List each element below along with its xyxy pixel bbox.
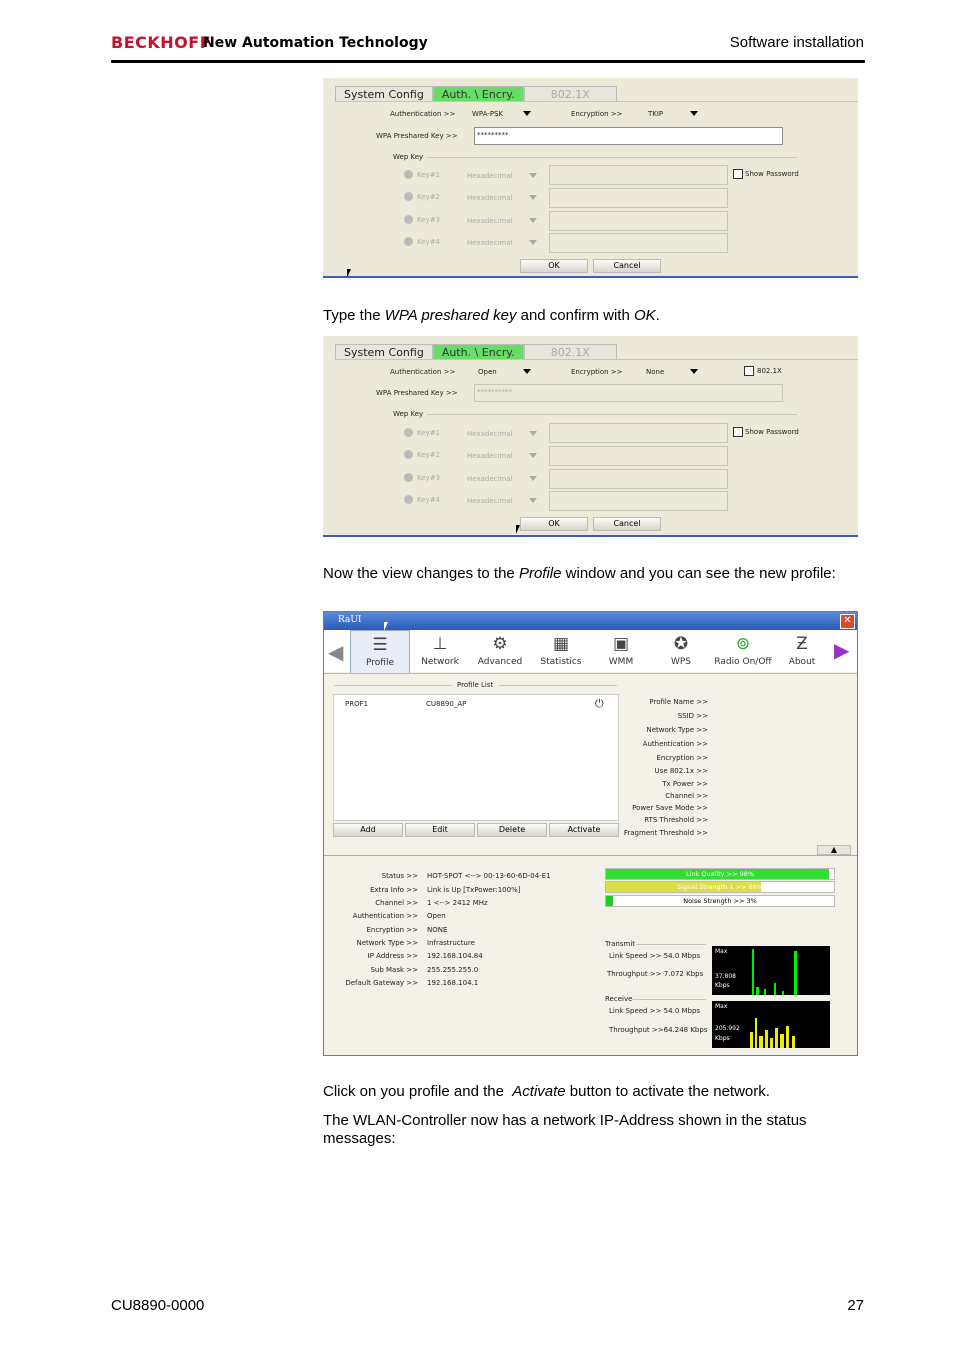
extra-info-value: Link is Up [TxPower:100%] <box>427 886 521 894</box>
transmit-spike <box>764 989 766 995</box>
enc-dropdown-icon[interactable] <box>690 369 698 374</box>
key2-dropdown-icon[interactable] <box>529 453 537 458</box>
mouse-cursor-icon <box>516 525 520 534</box>
key4-label: Key#4 <box>417 496 441 504</box>
receive-throughput: Throughput >>64.248 Kbps <box>609 1026 708 1034</box>
enc-value[interactable]: TKIP <box>648 110 664 118</box>
brand-logo: BECKHOFF <box>111 33 212 52</box>
key1-dropdown-icon[interactable] <box>529 173 537 178</box>
profile-list-label: Profile List <box>457 681 494 689</box>
key1-radio[interactable] <box>404 170 413 179</box>
key3-format[interactable]: Hexadecimal <box>467 475 513 483</box>
8021x-checkbox[interactable] <box>744 366 754 376</box>
window-title: RaUI <box>338 615 362 625</box>
tab-system-config[interactable]: System Config <box>335 344 433 359</box>
wps-icon: ✪ <box>673 634 689 654</box>
ip-address-label: IP Address >> <box>367 952 418 960</box>
signal-strength-bar <box>605 881 835 893</box>
section-divider <box>324 855 857 856</box>
transmit-spike <box>756 987 759 995</box>
tab-system-config[interactable]: System Config <box>335 86 433 101</box>
key4-dropdown-icon[interactable] <box>529 498 537 503</box>
close-icon[interactable]: ✕ <box>840 614 855 629</box>
tool-label: Advanced <box>477 657 523 667</box>
show-password-checkbox[interactable] <box>733 169 743 179</box>
tab-8021x[interactable]: 802.1X <box>524 86 617 101</box>
network-type-value: Infrastructure <box>427 939 475 947</box>
noise-strength-bar <box>605 895 835 907</box>
key1-input[interactable] <box>549 423 728 443</box>
status-label: Status >> <box>381 872 418 880</box>
receive-label: Receive <box>605 995 633 1003</box>
header-rule <box>111 60 865 63</box>
transmit-spike <box>794 951 797 995</box>
show-password-checkbox[interactable] <box>733 427 743 437</box>
key4-format[interactable]: Hexadecimal <box>467 497 513 505</box>
gears-icon: ⚙ <box>492 634 508 654</box>
tool-wmm[interactable] <box>591 630 651 672</box>
enc-dropdown-icon[interactable] <box>690 111 698 116</box>
psk-input[interactable] <box>474 384 783 402</box>
wmm-icon: ▣ <box>612 634 630 654</box>
transmit-unit-label: Kbps <box>715 982 730 989</box>
auth-value[interactable]: Open <box>478 368 497 376</box>
section-title: Software installation <box>729 34 864 51</box>
key3-format[interactable]: Hexadecimal <box>467 217 513 225</box>
key2-input[interactable] <box>549 188 728 208</box>
show-password-label: Show Password <box>745 428 799 436</box>
signal-strength-text: Signal Strength 1 >> 68% <box>677 883 763 891</box>
key3-input[interactable] <box>549 211 728 231</box>
transmit-throughput: Throughput >> 7.072 Kbps <box>607 970 704 978</box>
enc-label: Encryption >> <box>571 368 623 376</box>
enc-label: Encryption >> <box>571 110 623 118</box>
detail-authentication: Authentication >> <box>642 740 708 748</box>
forward-arrow-icon[interactable]: ▶ <box>834 638 850 662</box>
receive-spike <box>780 1034 784 1048</box>
activate-button[interactable]: Activate <box>549 823 619 837</box>
auth-encry-dialog-wpa <box>323 78 858 278</box>
key2-input[interactable] <box>549 446 728 466</box>
receive-spike <box>755 1018 757 1048</box>
key1-label: Key#1 <box>417 171 441 179</box>
tab-auth-encry[interactable]: Auth. \ Encry. <box>433 344 524 359</box>
auth-label: Authentication >> <box>390 368 456 376</box>
tool-profile[interactable] <box>350 630 410 674</box>
key3-dropdown-icon[interactable] <box>529 476 537 481</box>
tool-label: About <box>788 657 816 667</box>
window-bottom-border <box>323 535 858 537</box>
profile-list-rule-left <box>334 685 452 686</box>
psk-label: WPA Preshared Key >> <box>376 132 458 140</box>
wep-key-label: Wep Key <box>393 410 424 418</box>
receive-spike <box>770 1038 773 1048</box>
link-quality-text: Link Quality >> 98% <box>685 870 755 878</box>
psk-label: WPA Preshared Key >> <box>376 389 458 397</box>
tab-8021x[interactable]: 802.1X <box>524 344 617 359</box>
delete-button[interactable]: Delete <box>477 823 547 837</box>
key2-label: Key#2 <box>417 193 441 201</box>
about-icon: Ƶ <box>796 634 808 654</box>
profile-name-cell[interactable]: PROF1 <box>345 700 369 708</box>
auth-dropdown-icon[interactable] <box>523 111 531 116</box>
profile-list[interactable] <box>333 694 619 821</box>
sub-mask-label: Sub Mask >> <box>370 966 418 974</box>
receive-rule <box>632 999 706 1000</box>
mouse-cursor-icon <box>384 622 388 631</box>
instruction-ip-address: The WLAN-Controller now has a network IP-Address shown in the status messages: <box>323 1112 807 1147</box>
tool-about[interactable] <box>776 630 828 672</box>
default-gateway-value: 192.168.104.1 <box>427 979 479 987</box>
tool-label: Profile <box>366 658 394 668</box>
tool-label: WMM <box>608 657 634 667</box>
back-arrow-icon[interactable]: ◀ <box>328 640 344 664</box>
key1-input[interactable] <box>549 165 728 185</box>
status-value: HOT-SPOT <--> 00-13-60-6D-04-E1 <box>427 872 551 880</box>
show-password-label: Show Password <box>745 170 799 178</box>
tool-label: WPS <box>670 657 692 667</box>
title-bar <box>324 612 857 630</box>
key1-radio[interactable] <box>404 428 413 437</box>
auth-label: Authentication >> <box>390 110 456 118</box>
tab-bar <box>335 86 617 101</box>
auth-value[interactable]: WPA-PSK <box>472 110 504 118</box>
transmit-rule <box>636 944 706 945</box>
transmit-link-speed: Link Speed >> 54.0 Mbps <box>609 952 701 960</box>
receive-max-label: Max <box>715 1003 728 1010</box>
encryption-label: Encryption >> <box>366 926 418 934</box>
receive-spike <box>792 1036 795 1048</box>
auth-dropdown-icon[interactable] <box>523 369 531 374</box>
psk-input[interactable] <box>474 127 783 145</box>
tool-label: Statistics <box>540 657 582 667</box>
key4-radio[interactable] <box>404 237 413 246</box>
cancel-button[interactable]: Cancel <box>593 517 661 531</box>
instruction-wpa-key: Type the WPA preshared key and confirm with OK. <box>323 307 660 324</box>
tab-divider <box>335 101 858 102</box>
key2-radio[interactable] <box>404 192 413 201</box>
receive-spike <box>765 1030 768 1048</box>
wep-key-rule <box>427 414 797 415</box>
receive-graph <box>712 1001 830 1048</box>
receive-link-speed: Link Speed >> 54.0 Mbps <box>609 1007 701 1015</box>
wep-key-rule <box>427 157 797 158</box>
add-button[interactable]: Add <box>333 823 403 837</box>
tab-bar <box>335 344 617 359</box>
network-type-label: Network Type >> <box>356 939 418 947</box>
toolbar <box>324 630 857 672</box>
noise-strength-text: Noise Strength >> 3% <box>683 897 757 905</box>
ip-address-value: 192.168.104.84 <box>427 952 483 960</box>
detail-tx-power: Tx Power >> <box>662 780 708 788</box>
key4-label: Key#4 <box>417 238 441 246</box>
detail-power-save: Power Save Mode >> <box>632 804 708 812</box>
key3-radio[interactable] <box>404 215 413 224</box>
detail-fragment-threshold: Fragment Threshold >> <box>623 829 708 837</box>
profile-ssid-cell[interactable]: CU8890_AP <box>426 700 467 708</box>
receive-spike <box>775 1028 778 1048</box>
toolbar-divider <box>324 673 857 674</box>
receive-unit-label: Kbps <box>715 1035 730 1042</box>
chip-icon: ▦ <box>552 634 570 654</box>
transmit-graph <box>712 946 830 995</box>
encryption-value: NONE <box>427 926 448 934</box>
detail-network-type: Network Type >> <box>646 726 708 734</box>
channel-value: 1 <--> 2412 MHz <box>427 899 488 907</box>
key3-dropdown-icon[interactable] <box>529 218 537 223</box>
8021x-label: 802.1X <box>757 367 782 375</box>
receive-spike <box>786 1026 789 1048</box>
tool-wps[interactable] <box>651 630 711 672</box>
key4-dropdown-icon[interactable] <box>529 240 537 245</box>
tool-advanced[interactable] <box>470 630 530 672</box>
key4-input[interactable] <box>549 233 728 253</box>
auth-encry-dialog-open <box>323 336 858 537</box>
ok-button[interactable]: OK <box>520 517 588 531</box>
authentication-value: Open <box>427 912 446 920</box>
key3-label: Key#3 <box>417 216 441 224</box>
authentication-label: Authentication >> <box>352 912 418 920</box>
key3-input[interactable] <box>549 469 728 489</box>
extra-info-label: Extra Info >> <box>370 886 418 894</box>
connected-plug-icon: ⏻ <box>595 697 604 710</box>
ok-button[interactable]: OK <box>520 259 588 273</box>
tool-statistics[interactable] <box>531 630 591 672</box>
channel-label: Channel >> <box>375 899 418 907</box>
router-icon: ⊥ <box>432 634 448 654</box>
profile-icon: ☰ <box>372 635 388 655</box>
link-quality-bar <box>605 868 835 880</box>
key4-input[interactable] <box>549 491 728 511</box>
receive-spike <box>750 1032 753 1048</box>
default-gateway-label: Default Gateway >> <box>345 979 418 987</box>
footer-doc-id: CU8890-0000 <box>111 1297 205 1314</box>
raui-window <box>323 611 858 1056</box>
receive-rate-label: 205.992 <box>715 1025 740 1032</box>
brand-tagline: New Automation Technology <box>203 35 428 51</box>
transmit-max-label: Max <box>715 948 728 955</box>
key2-dropdown-icon[interactable] <box>529 195 537 200</box>
profile-list-rule-right <box>499 685 617 686</box>
key2-radio[interactable] <box>404 450 413 459</box>
psk-input-value: ********** <box>477 388 512 396</box>
key4-format[interactable]: Hexadecimal <box>467 239 513 247</box>
detail-encryption: Encryption >> <box>656 754 708 762</box>
key1-format[interactable]: Hexadecimal <box>467 430 513 438</box>
key3-label: Key#3 <box>417 474 441 482</box>
key1-label: Key#1 <box>417 429 441 437</box>
tool-radio-onoff[interactable] <box>709 630 777 672</box>
key1-format[interactable]: Hexadecimal <box>467 172 513 180</box>
tab-auth-encry[interactable]: Auth. \ Encry. <box>433 86 524 101</box>
instruction-profile-view: Now the view changes to the Profile window and you can see the new profile: <box>323 565 836 582</box>
transmit-spike <box>752 949 754 995</box>
key2-format[interactable]: Hexadecimal <box>467 194 513 202</box>
detail-ssid: SSID >> <box>677 712 708 720</box>
detail-rts-threshold: RTS Threshold >> <box>644 816 708 824</box>
wep-key-label: Wep Key <box>393 153 424 161</box>
transmit-rate-label: 37.808 <box>715 973 736 980</box>
receive-spike <box>759 1036 763 1048</box>
tool-label: Radio On/Off <box>714 657 772 667</box>
detail-channel: Channel >> <box>665 792 708 800</box>
key2-label: Key#2 <box>417 451 441 459</box>
footer-page-number: 27 <box>847 1297 864 1314</box>
key3-radio[interactable] <box>404 473 413 482</box>
key4-radio[interactable] <box>404 495 413 504</box>
tool-network[interactable] <box>410 630 470 672</box>
key2-format[interactable]: Hexadecimal <box>467 452 513 460</box>
detail-profile-name: Profile Name >> <box>649 698 708 706</box>
psk-input-value: ********* <box>477 131 509 139</box>
instruction-activate: Click on you profile and the Activate button to activate the network. <box>323 1083 770 1100</box>
enc-value[interactable]: None <box>646 368 665 376</box>
detail-use-8021x: Use 802.1x >> <box>654 767 708 775</box>
tool-label: Network <box>421 657 459 667</box>
window-bottom-border <box>323 276 858 278</box>
transmit-spike <box>774 983 776 995</box>
collapse-up-icon[interactable]: ▲ <box>817 845 851 855</box>
transmit-spike <box>782 991 784 995</box>
edit-button[interactable]: Edit <box>405 823 475 837</box>
radio-antenna-icon: ⊚ <box>735 634 751 654</box>
sub-mask-value: 255.255.255.0 <box>427 966 479 974</box>
cancel-button[interactable]: Cancel <box>593 259 661 273</box>
key1-dropdown-icon[interactable] <box>529 431 537 436</box>
tab-divider <box>335 359 858 360</box>
transmit-label: Transmit <box>605 940 636 948</box>
